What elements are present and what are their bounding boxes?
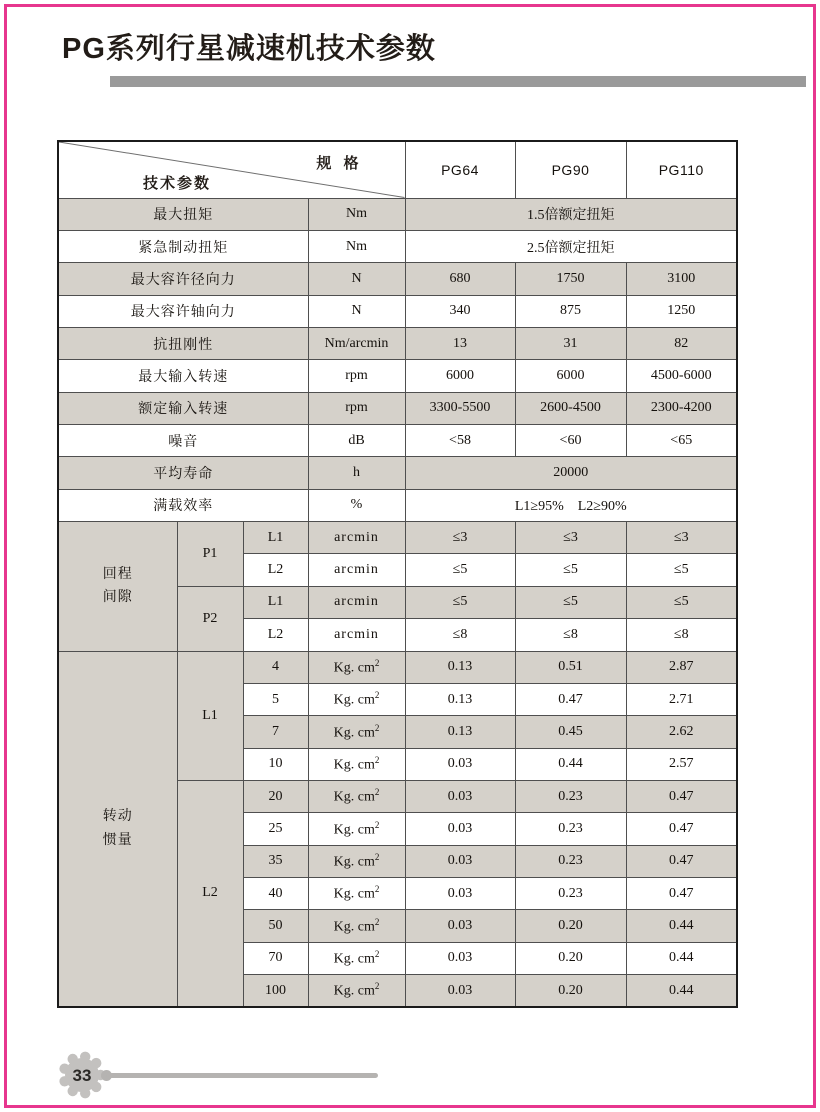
stage-label: L2	[243, 554, 308, 586]
row-unit: h	[308, 457, 405, 489]
table-row	[58, 327, 737, 359]
cell-value: 0.45	[515, 716, 626, 748]
cell-value: 0.03	[405, 975, 515, 1007]
cell-value: 0.03	[405, 748, 515, 780]
cell-value: 1250	[626, 295, 737, 327]
cell-value: 3300-5500	[405, 392, 515, 424]
row-unit: Kg. $cm^2$	[308, 683, 405, 715]
row-unit: %	[308, 489, 405, 521]
cell-value: 1750	[515, 263, 626, 295]
ratio-label: 100	[243, 975, 308, 1007]
table-row	[58, 522, 737, 554]
row-unit: Kg. $cm^2$	[308, 878, 405, 910]
cell-value: 0.47	[626, 813, 737, 845]
cell-value: 6000	[405, 360, 515, 392]
row-label: 紧急制动扭矩	[58, 230, 308, 262]
cell-value: 0.47	[515, 683, 626, 715]
row-label: 抗扭刚性	[58, 327, 308, 359]
cell-value: ≤3	[626, 522, 737, 554]
cell-value: 0.13	[405, 683, 515, 715]
column-header-pg90: PG90	[515, 141, 626, 198]
spec-table	[57, 140, 738, 1008]
cell-value: 0.23	[515, 780, 626, 812]
ratio-label: 10	[243, 748, 308, 780]
row-unit: Kg. $cm^2$	[308, 716, 405, 748]
cell-value: 0.13	[405, 651, 515, 683]
cell-value: 3100	[626, 263, 737, 295]
ratio-label: 4	[243, 651, 308, 683]
row-label: 平均寿命	[58, 457, 308, 489]
cell-value: 0.03	[405, 942, 515, 974]
cell-value: 0.44	[626, 942, 737, 974]
page-number: 33	[72, 1066, 92, 1085]
table-row	[58, 295, 737, 327]
cell-value: ≤8	[405, 619, 515, 651]
cell-merged-value: 2.5倍额定扭矩	[405, 230, 737, 262]
row-unit: Kg. $cm^2$	[308, 748, 405, 780]
stage-label: L1	[243, 586, 308, 618]
stage-label: L1	[243, 522, 308, 554]
cell-value: 2600-4500	[515, 392, 626, 424]
cell-value: 6000	[515, 360, 626, 392]
ratio-label: 7	[243, 716, 308, 748]
table-row	[58, 425, 737, 457]
cell-merged-value: L1≥95% L2≥90%	[405, 489, 737, 521]
cell-value: 0.03	[405, 845, 515, 877]
ratio-label: 25	[243, 813, 308, 845]
table-row	[58, 651, 737, 683]
cell-value: 0.03	[405, 878, 515, 910]
table-row	[58, 392, 737, 424]
cell-value: <58	[405, 425, 515, 457]
row-unit: Nm	[308, 198, 405, 230]
column-header-pg110: PG110	[626, 141, 737, 198]
cell-value: 680	[405, 263, 515, 295]
row-unit: dB	[308, 425, 405, 457]
row-label: 噪音	[58, 425, 308, 457]
table-header-row	[58, 141, 737, 198]
cell-value: ≤3	[515, 522, 626, 554]
footer-rule-line	[106, 1073, 378, 1078]
cell-value: 875	[515, 295, 626, 327]
inertia-stage-l2: L2	[177, 780, 243, 1007]
cell-value: 0.44	[626, 975, 737, 1007]
cell-value: 31	[515, 327, 626, 359]
cell-value: ≤3	[405, 522, 515, 554]
row-unit: Kg. $cm^2$	[308, 975, 405, 1007]
cell-value: 0.03	[405, 780, 515, 812]
row-unit: arcmin	[308, 554, 405, 586]
cell-value: 0.47	[626, 845, 737, 877]
cell-value: 0.20	[515, 975, 626, 1007]
row-unit: Nm	[308, 230, 405, 262]
cell-value: 0.20	[515, 942, 626, 974]
cell-value: 2.71	[626, 683, 737, 715]
row-unit: Kg. $cm^2$	[308, 651, 405, 683]
cell-value: 0.51	[515, 651, 626, 683]
cell-value: ≤8	[515, 619, 626, 651]
title-underline-bar	[110, 76, 806, 87]
column-header-pg64: PG64	[405, 141, 515, 198]
row-unit: Kg. $cm^2$	[308, 813, 405, 845]
row-unit: Kg. $cm^2$	[308, 845, 405, 877]
inertia-stage-l1: L1	[177, 651, 243, 780]
ratio-label: 20	[243, 780, 308, 812]
cell-value: <65	[626, 425, 737, 457]
cell-value: ≤5	[515, 586, 626, 618]
backlash-grade-p2: P2	[177, 586, 243, 651]
row-label: 最大扭矩	[58, 198, 308, 230]
gear-icon	[58, 1051, 106, 1099]
ratio-label: 50	[243, 910, 308, 942]
cell-value: 0.03	[405, 910, 515, 942]
table-row	[58, 457, 737, 489]
diagonal-header-cell	[58, 141, 405, 198]
row-unit: rpm	[308, 392, 405, 424]
cell-value: 0.23	[515, 878, 626, 910]
cell-value: ≤8	[626, 619, 737, 651]
cell-value: ≤5	[626, 554, 737, 586]
row-unit: N	[308, 263, 405, 295]
row-unit: N	[308, 295, 405, 327]
cell-value: 0.23	[515, 845, 626, 877]
inertia-group-label: 转动 惯量	[58, 651, 177, 1007]
ratio-label: 5	[243, 683, 308, 715]
table-row	[58, 489, 737, 521]
cell-value: 4500-6000	[626, 360, 737, 392]
cell-value: 82	[626, 327, 737, 359]
row-unit: Nm/arcmin	[308, 327, 405, 359]
stage-label: L2	[243, 619, 308, 651]
row-unit: Kg. $cm^2$	[308, 780, 405, 812]
cell-value: ≤5	[515, 554, 626, 586]
cell-merged-value: 1.5倍额定扭矩	[405, 198, 737, 230]
cell-value: 0.23	[515, 813, 626, 845]
row-unit: Kg. $cm^2$	[308, 910, 405, 942]
row-unit: arcmin	[308, 586, 405, 618]
header-param-label: 技术参数	[143, 174, 212, 192]
cell-value: 0.44	[626, 910, 737, 942]
page-title: PG系列行星减速机技术参数	[62, 33, 436, 65]
cell-value: 0.13	[405, 716, 515, 748]
ratio-label: 70	[243, 942, 308, 974]
cell-value: ≤5	[405, 554, 515, 586]
cell-value: 2.57	[626, 748, 737, 780]
row-label: 满载效率	[58, 489, 308, 521]
cell-value: 13	[405, 327, 515, 359]
row-label: 最大容许轴向力	[58, 295, 308, 327]
table-row	[58, 198, 737, 230]
cell-value: 2.87	[626, 651, 737, 683]
cell-value: 2.62	[626, 716, 737, 748]
ratio-label: 35	[243, 845, 308, 877]
row-unit: Kg. $cm^2$	[308, 942, 405, 974]
cell-value: <60	[515, 425, 626, 457]
header-spec-label: 规 格	[316, 155, 363, 172]
cell-value: 0.47	[626, 780, 737, 812]
cell-value: 2300-4200	[626, 392, 737, 424]
table-row	[58, 360, 737, 392]
row-label: 额定输入转速	[58, 392, 308, 424]
row-label: 最大容许径向力	[58, 263, 308, 295]
cell-value: ≤5	[405, 586, 515, 618]
backlash-grade-p1: P1	[177, 522, 243, 587]
row-unit: rpm	[308, 360, 405, 392]
table-row	[58, 230, 737, 262]
cell-merged-value: 20000	[405, 457, 737, 489]
cell-value: 0.47	[626, 878, 737, 910]
cell-value: 0.44	[515, 748, 626, 780]
row-label: 最大输入转速	[58, 360, 308, 392]
row-unit: arcmin	[308, 522, 405, 554]
cell-value: 0.20	[515, 910, 626, 942]
cell-value: 340	[405, 295, 515, 327]
cell-value: 0.03	[405, 813, 515, 845]
backlash-group-label: 回程 间隙	[58, 522, 177, 651]
ratio-label: 40	[243, 878, 308, 910]
table-row	[58, 263, 737, 295]
row-unit: arcmin	[308, 619, 405, 651]
cell-value: ≤5	[626, 586, 737, 618]
